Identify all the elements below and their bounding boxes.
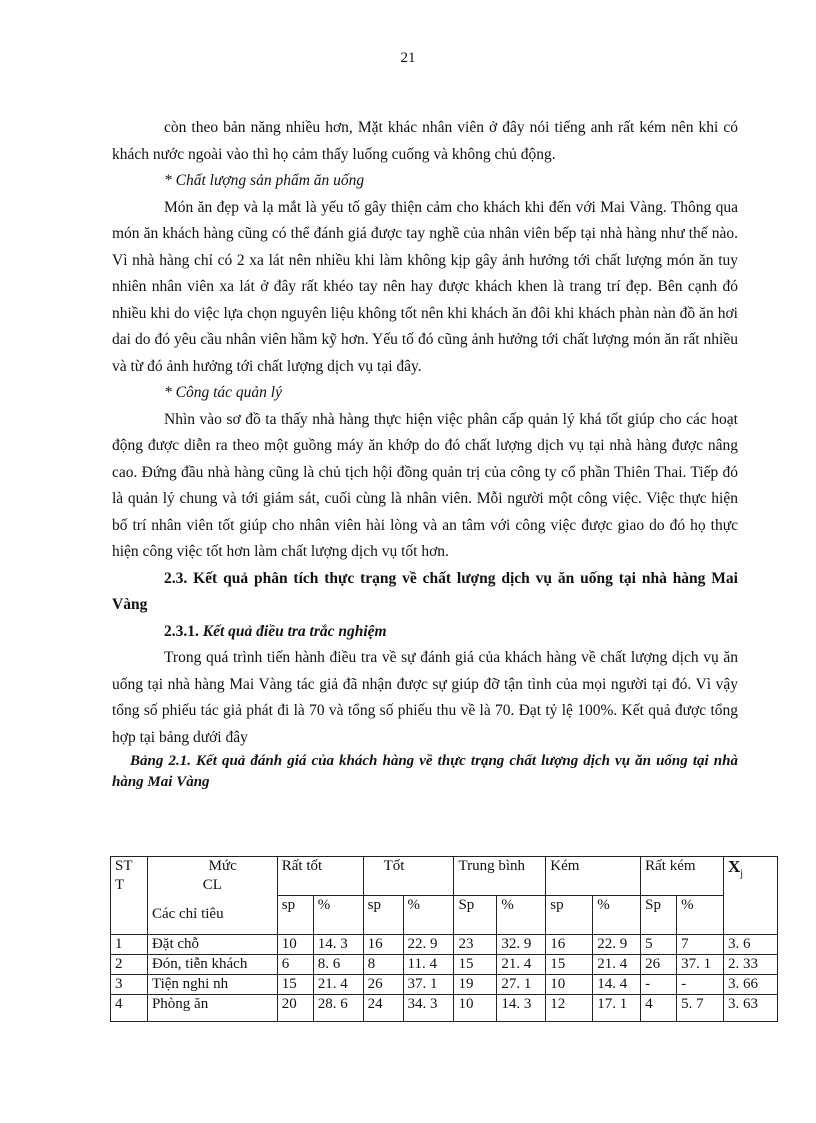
table-cell: 23 xyxy=(454,935,497,955)
table-row xyxy=(111,975,778,995)
section-heading-2-3-1 xyxy=(112,619,738,646)
table-cell: 26 xyxy=(363,975,403,995)
survey-results-table xyxy=(110,856,778,1022)
table-cell: 37. 1 xyxy=(403,975,454,995)
subheader-cell: sp xyxy=(277,896,313,935)
header-criteria-label: Các chỉ tiêu xyxy=(151,906,224,922)
table-cell: 32. 9 xyxy=(497,935,546,955)
table-cell: 8. 6 xyxy=(313,955,363,975)
section-title: Kết quả điều tra trắc nghiệm xyxy=(202,622,387,640)
page-number: 21 xyxy=(400,50,416,66)
table-cell: - xyxy=(641,975,677,995)
subheader-cell: % xyxy=(497,896,546,935)
subheading-management: * Công tác quản lý xyxy=(164,384,282,401)
subheader-cell: % xyxy=(593,896,641,935)
table-cell: 3. 63 xyxy=(724,995,778,1022)
subheader-cell: % xyxy=(677,896,724,935)
header-cl: CL xyxy=(202,877,222,893)
subheader-cell: Sp xyxy=(454,896,497,935)
table-cell: 12 xyxy=(546,995,593,1022)
table-cell: 3. 6 xyxy=(724,935,778,955)
table-cell: 4 xyxy=(111,995,148,1022)
table-cell: 10 xyxy=(277,935,313,955)
table-cell: 11. 4 xyxy=(403,955,454,975)
header-level-good: Tốt xyxy=(363,857,454,896)
table-caption: Bảng 2.1. Kết quả đánh giá của khách hàng về thực trạng chất lượng dịch vụ ăn uống tại nhà hàng Mai Vàng xyxy=(112,753,738,790)
table-cell: 22. 9 xyxy=(593,935,641,955)
section-number: 2.3.1. xyxy=(164,622,199,640)
table-cell: 21. 4 xyxy=(593,955,641,975)
table-row xyxy=(111,955,778,975)
table-cell: 2 xyxy=(111,955,148,975)
paragraph-food-quality: Món ăn đẹp và lạ mắt là yếu tố gây thiện cảm cho khách khi đến với Mai Vàng. Thông qua món ăn khách hàng cũng có thể đánh giá được tay nghề của nhân viên bếp tại nhà hàng như thế nào. Vì nhà hàng chỉ có 2 xa lát nên nhiều khi làm không kịp gây ảnh hưởng tới chất lượng món ăn tuy nhiên nhân viên xa lát ở đây rất khéo tay nên hay được khách khen là trang trí đẹp. Bên cạnh đó nhiều khi do việc lựa chọn nguyên liệu không tốt nên khi khách ăn đôi khi khách phàn nàn đồ ăn hơi dai do đó yêu cầu nhân viên hầm kỹ hơn. Yếu tố đó cũng ảnh hưởng tới chất lượng món ăn rất nhiều và từ đó ảnh hưởng tới chất lượng dịch vụ tại đây. xyxy=(112,198,738,375)
header-level-average: Trung bình xyxy=(454,857,546,896)
table-cell: 10 xyxy=(546,975,593,995)
table-cell: 6 xyxy=(277,955,313,975)
table-cell: 8 xyxy=(363,955,403,975)
subheader-cell: sp xyxy=(546,896,593,935)
mean-subscript: j xyxy=(740,868,744,880)
table-cell: 1 xyxy=(111,935,148,955)
table-cell: 27. 1 xyxy=(497,975,546,995)
table-cell: 24 xyxy=(363,995,403,1022)
table-cell: 28. 6 xyxy=(313,995,363,1022)
table-cell: Tiện nghi nh xyxy=(147,975,277,995)
mean-symbol: $\overline{X}$ xyxy=(728,857,741,876)
table-cell: 14. 3 xyxy=(313,935,363,955)
table-cell: 3. 66 xyxy=(724,975,778,995)
table-cell: 19 xyxy=(454,975,497,995)
table-cell: 3 xyxy=(111,975,148,995)
section-heading-2-3: 2.3. Kết quả phân tích thực trạng về chất lượng dịch vụ ăn uống tại nhà hàng Mai Vàng xyxy=(112,569,738,613)
header-muc: Mức xyxy=(208,858,237,874)
table-cell: 15 xyxy=(546,955,593,975)
subheader-cell: % xyxy=(403,896,454,935)
table-cell: 5. 7 xyxy=(677,995,724,1022)
table-cell: Phòng ăn xyxy=(147,995,277,1022)
table-row xyxy=(111,935,778,955)
paragraph-management: Nhìn vào sơ đồ ta thấy nhà hàng thực hiện việc phân cấp quản lý khá tốt giúp cho các hoạt động được diễn ra theo một guồng máy ăn khớp do đó chất lượng dịch vụ tại nhà hàng được nâng cao. Đứng đầu nhà hàng cũng là chủ tịch hội đồng quản trị của công ty cổ phần Thiên Thai. Tiếp đó là quản lý chung và tới giám sát, cuối cùng là nhân viên. Mỗi người một công việc. Việc thực hiện bố trí nhân viên tốt giúp cho nhân viên hài lòng và an tâm với công việc được giao do đó họ thực hiện công việc tốt hơn làm chất lượng dịch vụ tốt hơn. xyxy=(112,410,738,560)
subheader-cell: sp xyxy=(363,896,403,935)
table-cell: 16 xyxy=(546,935,593,955)
table-cell: 37. 1 xyxy=(677,955,724,975)
header-level-very-poor: Rất kém xyxy=(641,857,724,896)
table-cell: Đặt chỗ xyxy=(147,935,277,955)
table-cell: 21. 4 xyxy=(313,975,363,995)
table-cell: 22. 9 xyxy=(403,935,454,955)
table-header-row xyxy=(111,857,778,896)
table-cell: - xyxy=(677,975,724,995)
subheader-cell: Sp xyxy=(641,896,677,935)
header-level-poor: Kém xyxy=(546,857,641,896)
table-cell: 2. 33 xyxy=(724,955,778,975)
table-cell: 4 xyxy=(641,995,677,1022)
header-stt: ST T xyxy=(111,857,148,935)
table-cell: 15 xyxy=(454,955,497,975)
table-cell: 15 xyxy=(277,975,313,995)
header-criteria xyxy=(147,857,277,935)
paragraph-staff-language: còn theo bản năng nhiều hơn, Mặt khác nhân viên ở đây nói tiếng anh rất kém nên khi có khách nước ngoài vào thì họ cảm thấy luống cuống và không chủ động. xyxy=(112,119,738,163)
header-level-very-good: Rất tốt xyxy=(277,857,363,896)
table-cell: Đón, tiễn khách xyxy=(147,955,277,975)
paragraph-survey: Trong quá trình tiến hành điều tra về sự đánh giá của khách hàng về chất lượng dịch vụ ăn uống tại nhà hàng Mai Vàng tác giả đã nhận được sự giúp đỡ tận tình của mọi người tại đó. Vì vậy tổng số phiếu tác giả phát đi là 70 và tổng số phiếu thu về là 70. Đạt tỷ lệ 100%. Kết quả được tổng hợp tại bảng dưới đây xyxy=(112,649,738,746)
subheading-food-quality: * Chất lượng sản phẩm ăn uống xyxy=(164,172,365,189)
table-cell: 34. 3 xyxy=(403,995,454,1022)
subheader-cell: % xyxy=(313,896,363,935)
table-cell: 16 xyxy=(363,935,403,955)
table-cell: 17. 1 xyxy=(593,995,641,1022)
table-cell: 14. 4 xyxy=(593,975,641,995)
document-body xyxy=(112,115,738,793)
header-mean xyxy=(724,857,778,935)
table-cell: 21. 4 xyxy=(497,955,546,975)
table-cell: 26 xyxy=(641,955,677,975)
table-cell: 20 xyxy=(277,995,313,1022)
table-cell: 14. 3 xyxy=(497,995,546,1022)
table-cell: 5 xyxy=(641,935,677,955)
table-cell: 10 xyxy=(454,995,497,1022)
table-cell: 7 xyxy=(677,935,724,955)
table-row xyxy=(111,995,778,1022)
